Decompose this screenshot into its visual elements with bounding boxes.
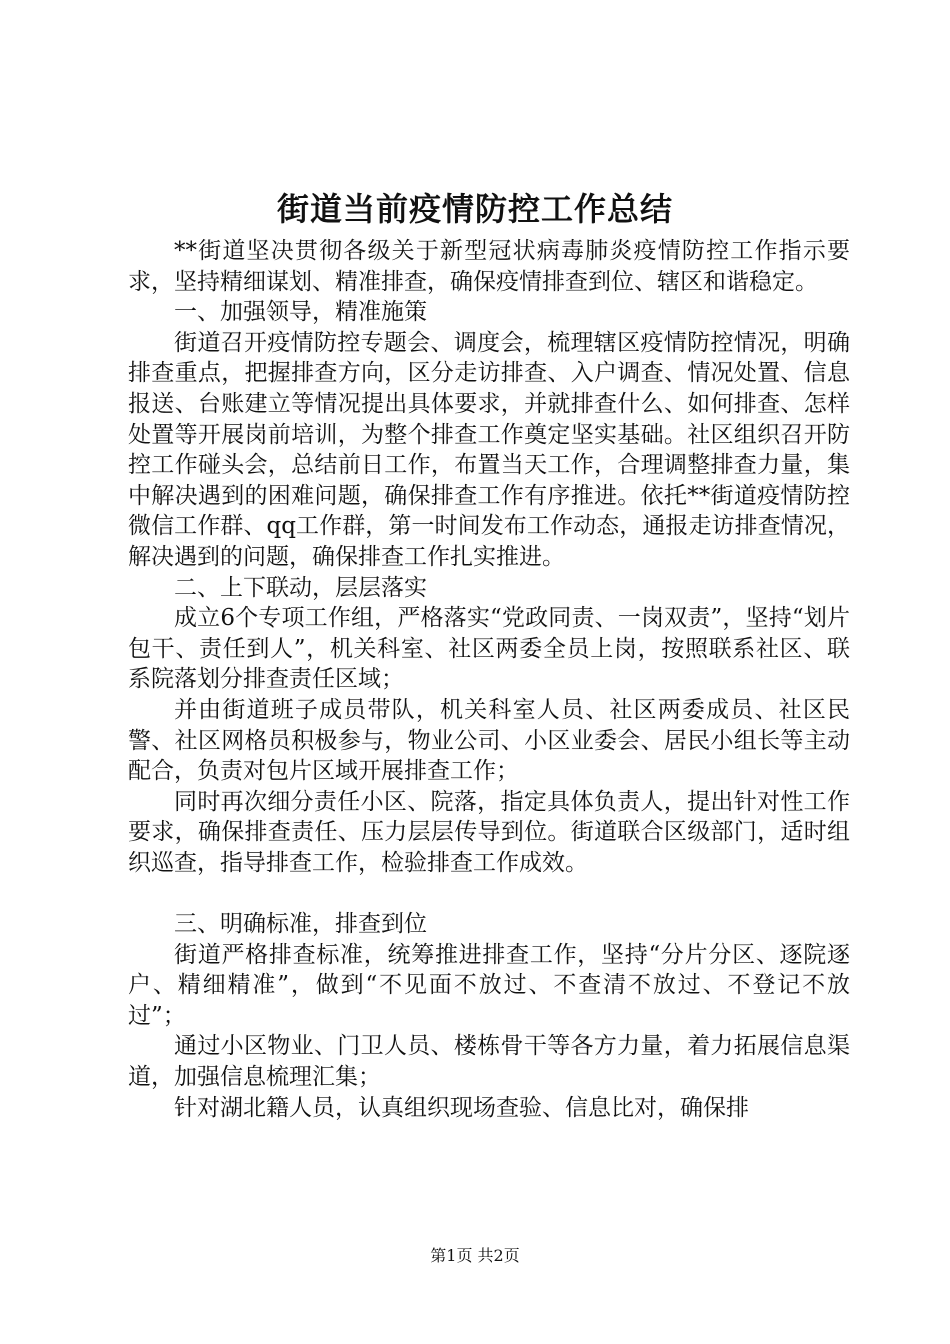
intro-paragraph: **街道坚决贯彻各级关于新型冠状病毒肺炎疫情防控工作指示要求，坚持精细谋划、精准排查，确保疫情排查到位、辖区和谐稳定。: [128, 238, 850, 295]
page-footer: 第1页 共2页: [430, 1246, 520, 1265]
section-heading-3: 三、明确标准，排查到位: [174, 911, 427, 938]
section-1-paragraph-1: 街道召开疫情防控专题会、调度会，梳理辖区疫情防控情况，明确排查重点，把握排查方向，区分走访排查、入户调查、情况处置、信息报送、台账建立等情况提出具体要求，并就排查什么、如何排查、怎样处置等开展岗前培训，为整个排查工作奠定坚实基础。社区组织召开防控工作碰头会，总结前日工作，布置当天工作，合理调整排查力量，集中解决遇到的困难问题，确保排查工作有序推进。依托**街道疫情防控微信工作群、qq工作群，第一时间发布工作动态，通报走访排查情况，解决遇到的问题，确保排查工作扎实推进。: [128, 329, 850, 570]
section-3-paragraph-3: 针对湖北籍人员，认真组织现场查验、信息比对，确保排: [174, 1094, 749, 1121]
section-3-paragraph-2: 通过小区物业、门卫人员、楼栋骨干等各方力量，着力拓展信息渠道，加强信息梳理汇集；: [128, 1033, 850, 1091]
section-2-paragraph-3: 同时再次细分责任小区、院落，指定具体负责人，提出针对性工作要求，确保排查责任、压力层层传导到位。街道联合区级部门，适时组织巡查，指导排查工作，检验排查工作成效。: [128, 788, 850, 876]
blank-line: [128, 878, 850, 909]
document-title: 街道当前疫情防控工作总结: [276, 190, 673, 228]
section-3-paragraph-1: 街道严格排查标准，统筹推进排查工作，坚持“分片分区、逐院逐户、精细精准”，做到“不见面不放过、不查清不放过、不登记不放过”；: [128, 941, 850, 1029]
document-body: [128, 236, 850, 1123]
section-heading-2: 二、上下联动，层层落实: [174, 574, 427, 601]
section-2-paragraph-2: 并由街道班子成员带队，机关科室人员、社区两委成员、社区民警、社区网格员积极参与，物业公司、小区业委会、居民小组长等主动配合，负责对包片区域开展排查工作；: [128, 696, 850, 785]
section-2-paragraph-1: 成立6个专项工作组，严格落实“党政同责、一岗双责”，坚持“划片包干、责任到人”，机关科室、社区两委全员上岗，按照联系社区、联系院落划分排查责任区域；: [128, 605, 850, 693]
section-heading-1: 一、加强领导，精准施策: [174, 299, 427, 326]
